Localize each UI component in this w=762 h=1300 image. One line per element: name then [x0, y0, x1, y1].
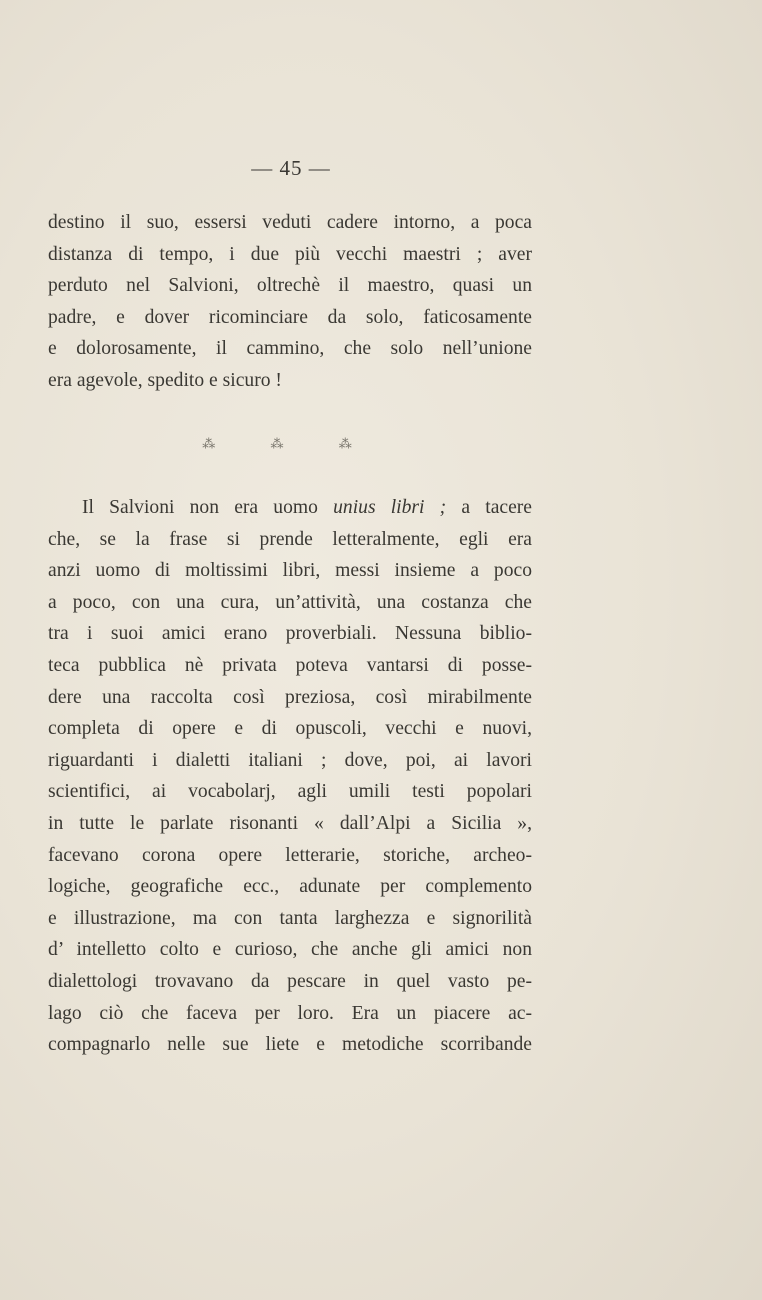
- text-line: in tutte le parlate risonanti « dall’Alpi a Sicilia »,: [48, 812, 532, 834]
- text-line: e illustrazione, ma con tanta larghezza e signorilità: [48, 907, 532, 929]
- text-line: completa di opere e di opuscoli, vecchi e nuovi,: [48, 718, 532, 740]
- asterism-mark: ⁂: [338, 436, 378, 451]
- text-line: dialettologi trovavano da pescare in quel vasto pe-: [48, 970, 532, 992]
- text-line: facevano corona opere letterarie, storiche, archeo-: [48, 844, 532, 866]
- paragraph-1: [48, 207, 532, 397]
- text-segment: Il Salvioni non era uomo: [82, 497, 334, 518]
- text-line: perduto nel Salvioni, oltrechè il maestro, quasi un: [48, 275, 532, 297]
- asterism-mark: ⁂: [270, 436, 310, 451]
- section-separator: [0, 436, 580, 452]
- text-line: riguardanti i dialetti italiani ; dove, poi, ai lavori: [48, 749, 532, 771]
- text-line: lago ciò che faceva per loro. Era un piacere ac-: [48, 1002, 532, 1024]
- text-segment: a tacere: [446, 497, 533, 518]
- text-line: era agevole, spedito e sicuro !: [48, 369, 282, 391]
- text-line: tra i suoi amici erano proverbiali. Nessuna biblio-: [48, 623, 532, 645]
- text-line: a poco, con una cura, un’attività, una costanza che: [48, 591, 532, 613]
- text-line: che, se la frase si prende letteralmente, egli era: [48, 528, 532, 550]
- text-line: e dolorosamente, il cammino, che solo nell’unione: [48, 338, 532, 360]
- text-line-first: [48, 492, 532, 524]
- italic-phrase: unius libri ;: [333, 497, 447, 518]
- text-line: scientifici, ai vocabolarj, agli umili testi popolari: [48, 781, 532, 803]
- text-line: d’ intelletto colto e curioso, che anche gli amici non: [48, 939, 532, 961]
- text-line: logiche, geografiche ecc., adunate per complemento: [48, 876, 532, 898]
- text-line: destino il suo, essersi veduti cadere intorno, a poca: [48, 212, 532, 233]
- text-line: dere una raccolta così preziosa, così mirabilmente: [48, 686, 532, 708]
- text-line: anzi uomo di moltissimi libri, messi insieme a poco: [48, 560, 532, 582]
- asterism-mark: ⁂: [202, 436, 242, 451]
- paragraph-2: [48, 492, 532, 1061]
- page-number: — 45 —: [251, 156, 331, 180]
- text-line: compagnarlo nelle sue liete e metodiche scorribande: [48, 1034, 532, 1056]
- text-line: padre, e dover ricominciare da solo, faticosamente: [48, 306, 532, 328]
- text-line: distanza di tempo, i due più vecchi maestri ; aver: [48, 243, 532, 265]
- text-line: teca pubblica nè privata poteva vantarsi di posse-: [48, 654, 532, 676]
